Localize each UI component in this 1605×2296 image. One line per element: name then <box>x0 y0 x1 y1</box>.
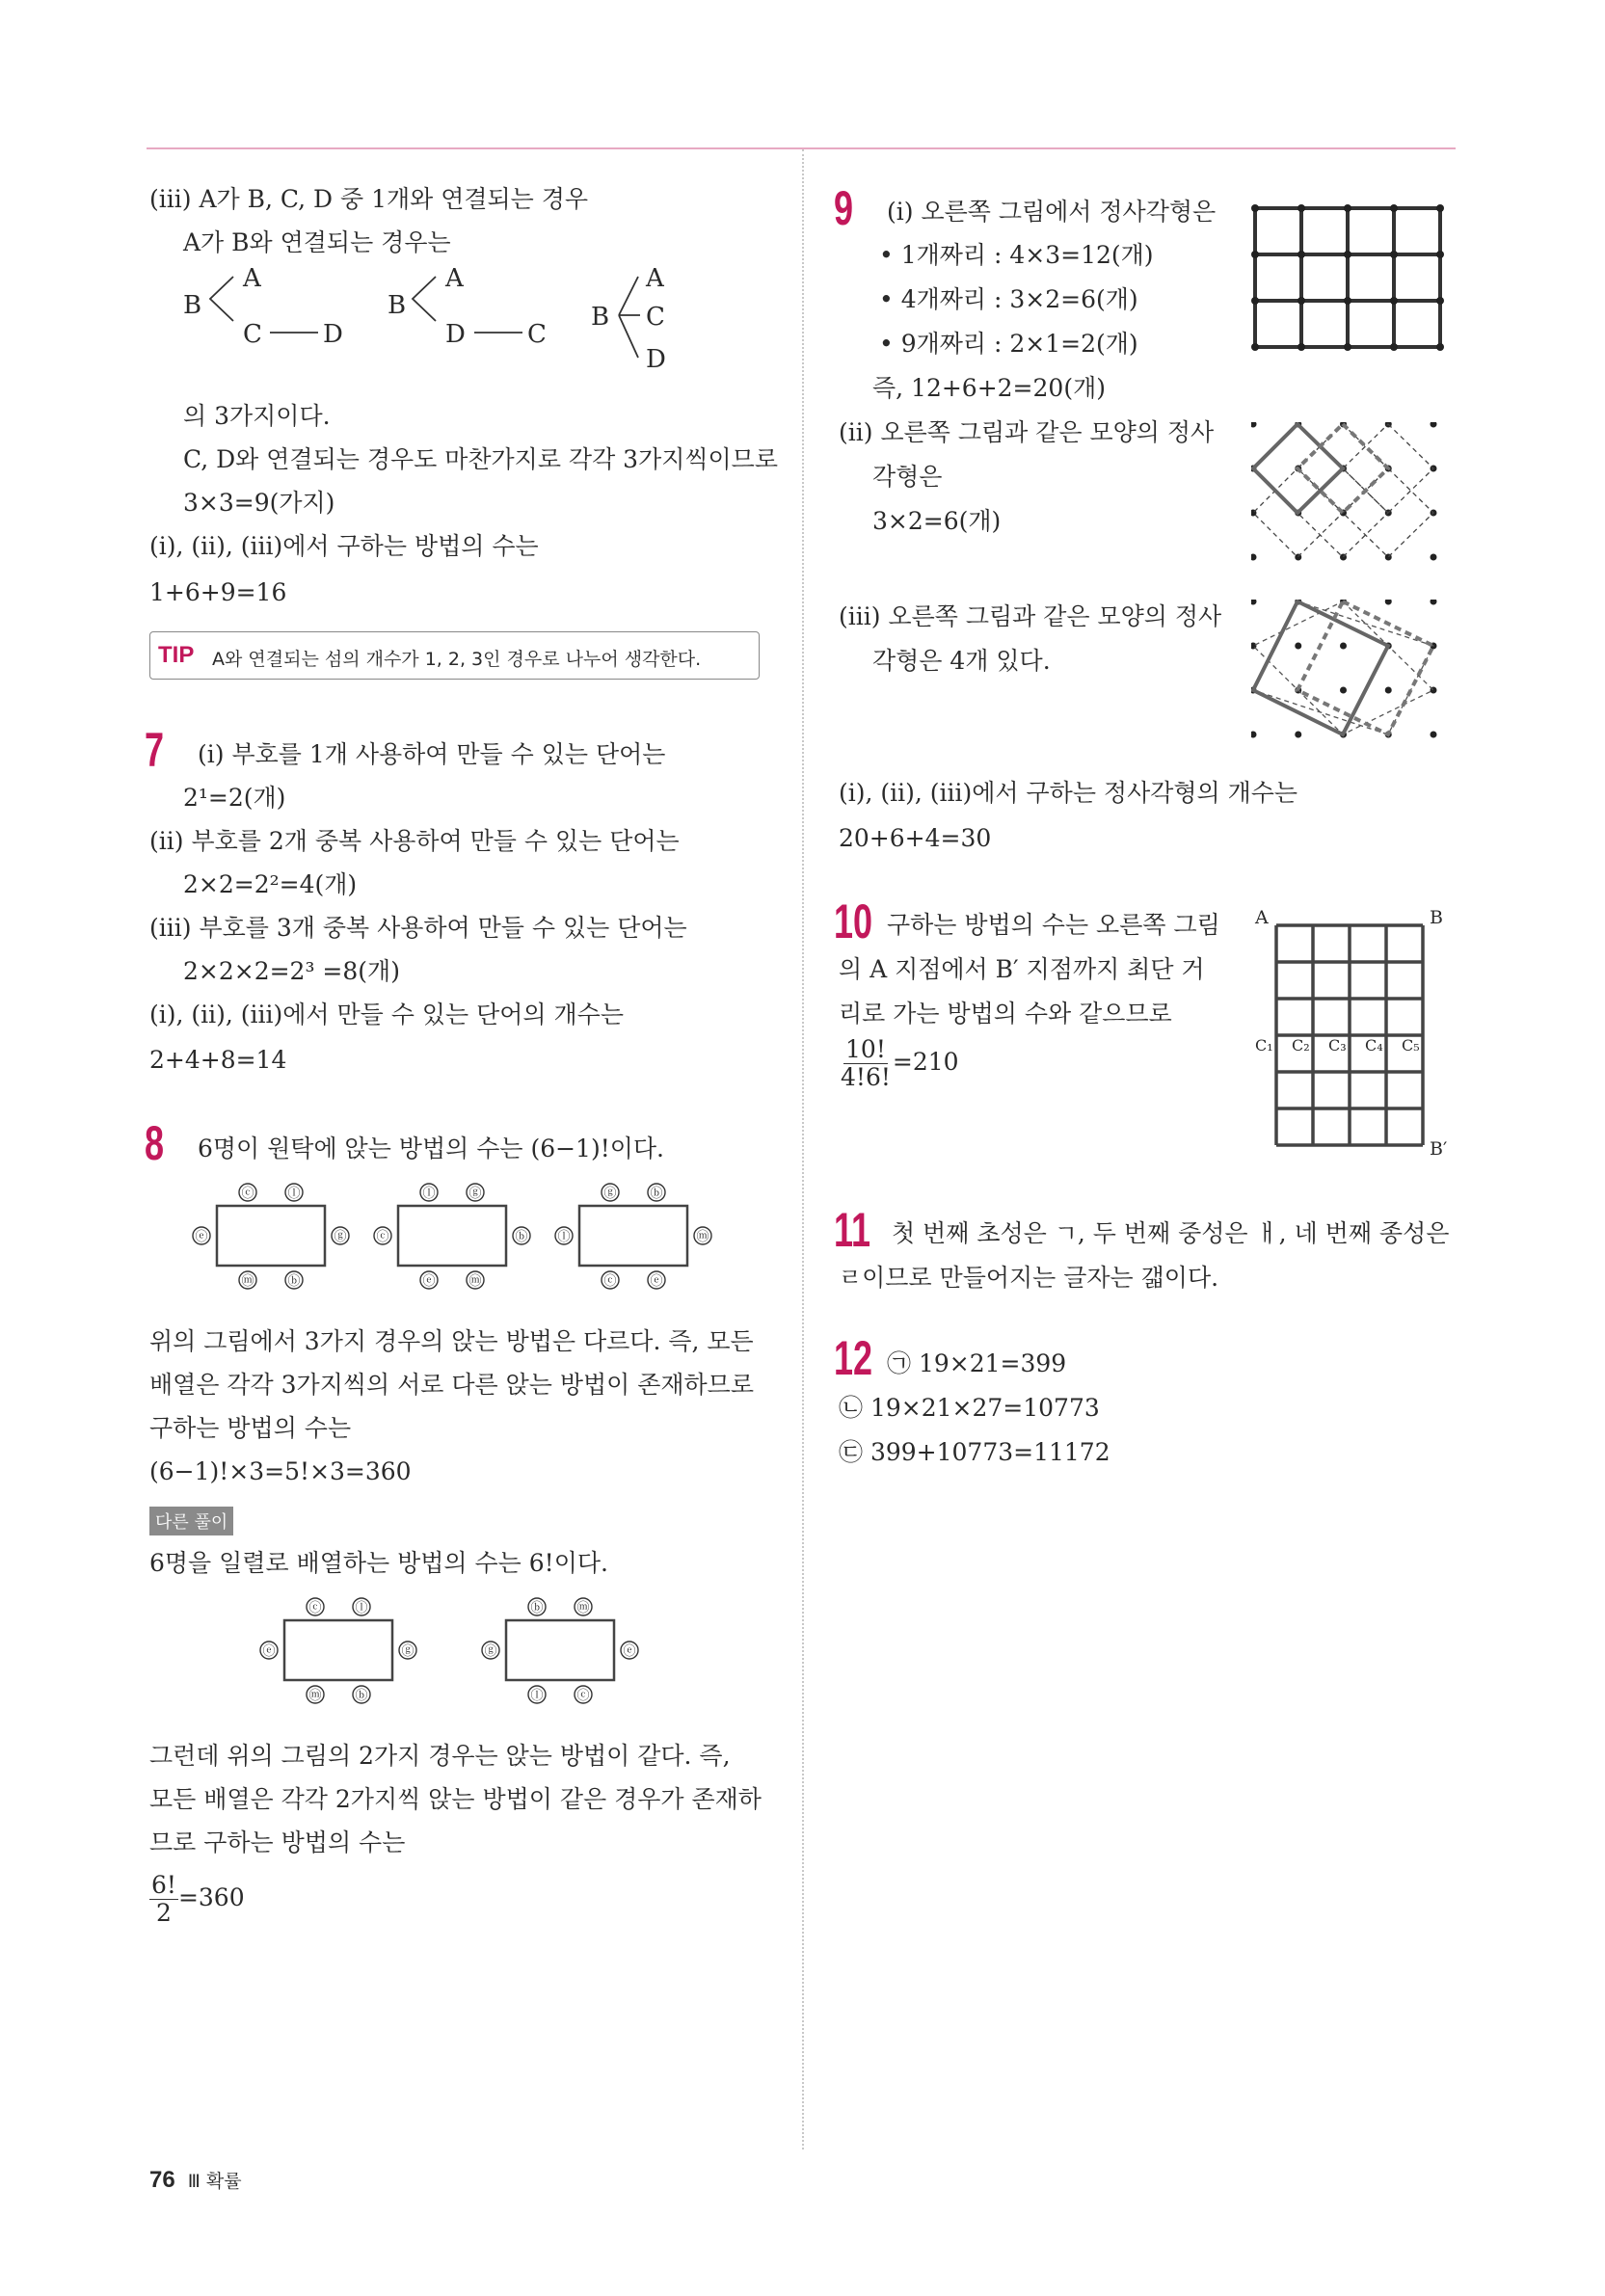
fig1-table-2 <box>398 1206 506 1266</box>
lattice-dot <box>1251 600 1257 605</box>
fig2-seat-left-1: ⓔ <box>262 1644 276 1659</box>
p9-l7: 각형은 <box>872 463 943 491</box>
p9-l2: • 1개짜리 : 4×3=12(개) <box>879 241 1154 269</box>
p12-l2: ㉡ 19×21×27=10773 <box>839 1394 1100 1422</box>
grid-dot <box>1390 297 1398 305</box>
fig1-table-3 <box>579 1206 687 1266</box>
p11-l2: ㄹ이므로 만들어지는 글자는 갧이다. <box>839 1264 1219 1292</box>
grid-dot <box>1344 204 1351 212</box>
grid-label-b-prime: B′ <box>1430 1138 1448 1159</box>
tree3-branch-d <box>619 315 638 358</box>
p8-frac-result: =360 <box>177 1883 245 1911</box>
tree3-d: D <box>646 345 666 374</box>
grid-label-c3: C₃ <box>1328 1036 1347 1055</box>
tree-diagrams <box>174 265 694 390</box>
fig1-table-1 <box>217 1206 325 1266</box>
lattice-dot <box>1431 422 1437 428</box>
p7-l8: 2+4+8=14 <box>149 1046 287 1074</box>
tree3-branch-a <box>619 277 638 315</box>
fig2-seat-top2-2: ⓜ <box>576 1601 590 1615</box>
lattice-dot <box>1431 600 1437 605</box>
bold-rot-square <box>1253 601 1388 734</box>
tree1-root: B <box>183 291 202 320</box>
p7-l1: (ⅰ) 부호를 1개 사용하여 만들 수 있는 단어는 <box>198 740 666 768</box>
p9-l3: • 4개짜리 : 3×2=6(개) <box>879 285 1138 313</box>
p8-p2: 배열은 각각 3가지씩의 서로 다른 앉는 방법이 존재하므로 <box>149 1371 754 1399</box>
tree2-a: A <box>445 265 464 293</box>
p6-concl: (ⅰ), (ⅱ), (ⅲ)에서 구하는 방법의 수는 <box>149 532 539 560</box>
tree2-c: C <box>527 320 547 349</box>
p8-calc: (6−1)!×3=5!×3=360 <box>149 1457 412 1485</box>
fig1-seat-bot2-3: ⓔ <box>650 1274 663 1289</box>
fig1-seat-top1-2: ⓛ <box>422 1187 436 1201</box>
problem-11-number: 11 <box>834 1203 871 1257</box>
fig1-seat-left-2: ⓒ <box>376 1230 389 1244</box>
tilted-square-figure <box>1251 422 1454 576</box>
grid-label-b: B <box>1430 908 1443 928</box>
grid-label-c2: C₂ <box>1292 1036 1310 1055</box>
grid-dot <box>1297 251 1305 258</box>
lattice-dot <box>1251 554 1257 561</box>
grid-dot <box>1251 204 1259 212</box>
fig2-seat-top1-1: ⓒ <box>308 1601 322 1615</box>
fig1-seat-left-3: ⓛ <box>557 1230 571 1244</box>
fig2-table-2 <box>506 1620 614 1680</box>
fig1-seat-bot2-2: ⓜ <box>468 1274 482 1289</box>
p11-l1: 첫 번째 초성은 ㄱ, 두 번째 중성은 ㅐ, 네 번째 종성은 <box>892 1219 1450 1247</box>
problem-10-number: 10 <box>834 894 873 948</box>
p6-calc1: 3×3=9(가지) <box>183 489 335 517</box>
lattice-dot <box>1385 687 1392 694</box>
p7-l7: (ⅰ), (ⅱ), (ⅲ)에서 만들 수 있는 단어의 개수는 <box>149 1001 624 1028</box>
p9-l1: (ⅰ) 오른쪽 그림에서 정사각형은 <box>887 198 1217 226</box>
grid-dot <box>1297 297 1305 305</box>
page-footer <box>149 2167 242 2194</box>
header-rule <box>147 147 1456 149</box>
p7-l3: (ⅱ) 부호를 2개 중복 사용하여 만들 수 있는 단어는 <box>149 827 680 855</box>
lattice-dot <box>1295 732 1301 738</box>
fig1-seat-top1-1: ⓒ <box>241 1187 254 1201</box>
p10-fraction-answer <box>839 1036 959 1091</box>
grid-dot <box>1390 251 1398 258</box>
grid-figure-4x3 <box>1251 204 1454 359</box>
tree2-root: B <box>388 291 407 320</box>
p10-l1: 구하는 방법의 수는 오른쪽 그림 <box>887 911 1220 939</box>
grid-dot <box>1436 343 1444 351</box>
grid-label-a: A <box>1255 908 1269 928</box>
grid-dot <box>1390 204 1398 212</box>
grid-dot <box>1251 297 1259 305</box>
grid-label-c5: C₅ <box>1402 1036 1420 1055</box>
p10-frac-num: 10! <box>845 1035 886 1063</box>
lattice-dot <box>1431 732 1437 738</box>
p9-l9: (ⅲ) 오른쪽 그림과 같은 모양의 정사 <box>839 602 1222 630</box>
fig2-seat-bot1-2: ⓛ <box>530 1689 544 1703</box>
fig1-seat-right-3: ⓜ <box>696 1230 709 1244</box>
alt-solution-label: 다른 풀이 <box>149 1507 233 1535</box>
grid-dot <box>1344 343 1351 351</box>
p9-l12: 20+6+4=30 <box>839 824 992 852</box>
p7-l2: 2¹=2(개) <box>183 784 286 812</box>
round-table-figure-2 <box>251 1595 655 1721</box>
p8-q1: 그런데 위의 그림의 2가지 경우는 앉는 방법이 같다. 즉, <box>149 1742 731 1770</box>
fig1-seat-top2-2: ⓖ <box>468 1187 482 1201</box>
p8-alt1: 6명을 일렬로 배열하는 방법의 수는 6!이다. <box>149 1549 608 1577</box>
p6-cd: C, D와 연결되는 경우도 마찬가지로 각각 3가지씩이므로 <box>183 445 778 473</box>
tip-label: TIP <box>158 642 195 668</box>
round-table-figure-1 <box>183 1181 733 1306</box>
lattice-dot <box>1340 643 1347 650</box>
p8-fraction <box>149 1872 178 1927</box>
rotated-square-figure <box>1251 600 1454 754</box>
lattice-dot <box>1385 600 1392 605</box>
p9-l8: 3×2=6(개) <box>872 507 1002 535</box>
p6-iii-head: (ⅲ) A가 B, C, D 중 1개와 연결되는 경우 <box>149 185 589 213</box>
p8-fraction-answer <box>149 1872 245 1927</box>
p9-l5: 즉, 12+6+2=20(개) <box>872 374 1106 402</box>
lattice-dot <box>1340 687 1347 694</box>
fig1-seat-left-1: ⓔ <box>195 1230 208 1244</box>
tree1-a: A <box>243 265 261 293</box>
grid-dot <box>1251 343 1259 351</box>
fig1-seat-right-1: ⓖ <box>334 1230 347 1244</box>
p8-frac-den: 2 <box>156 1899 172 1927</box>
page-number: 76 <box>149 2167 175 2193</box>
fig2-table-1 <box>284 1620 392 1680</box>
fig2-seat-top1-2: ⓑ <box>530 1601 544 1615</box>
problem-12-number: 12 <box>834 1331 873 1385</box>
tip-text: A와 연결되는 섬의 개수가 1, 2, 3인 경우로 나누어 생각한다. <box>212 649 702 670</box>
fig1-seat-bot1-1: ⓜ <box>241 1274 254 1289</box>
fig2-seat-bot1-1: ⓜ <box>308 1689 322 1703</box>
chapter-title: Ⅲ 확률 <box>187 2171 242 2192</box>
column-divider <box>802 149 804 2149</box>
p10-l2: 의 A 지점에서 B′ 지점까지 최단 거 <box>839 955 1205 983</box>
grid-label-c1: C₁ <box>1255 1036 1273 1055</box>
problem-7-number: 7 <box>145 723 165 777</box>
lattice-dot <box>1251 422 1257 428</box>
p8-frac-num: 6! <box>151 1871 176 1899</box>
p10-frac-den: 4!6! <box>841 1063 891 1091</box>
lattice-dot <box>1431 554 1437 561</box>
p12-l3: ㉢ 399+10773=11172 <box>839 1438 1110 1466</box>
fig1-seat-right-2: ⓑ <box>515 1230 528 1244</box>
grid-dot <box>1390 343 1398 351</box>
tree3-c: C <box>646 303 665 332</box>
p6-iii-sub: A가 B와 연결되는 경우는 <box>183 228 451 256</box>
p6-three: 의 3가지이다. <box>183 402 331 430</box>
grid-dot <box>1436 204 1444 212</box>
tree1-c: C <box>243 320 262 349</box>
grid-dot <box>1344 297 1351 305</box>
grid-dot <box>1251 251 1259 258</box>
p8-q3: 므로 구하는 방법의 수는 <box>149 1829 406 1856</box>
tip-box <box>149 631 760 680</box>
p8-q2: 모든 배열은 각각 2가지씩 앉는 방법이 같은 경우가 존재하 <box>149 1785 762 1813</box>
fig2-seat-bot2-1: ⓑ <box>355 1689 368 1703</box>
p7-l5: (ⅲ) 부호를 3개 중복 사용하여 만들 수 있는 단어는 <box>149 914 687 942</box>
tree1-d: D <box>323 320 343 349</box>
fig1-seat-bot1-3: ⓒ <box>603 1274 617 1289</box>
fig1-seat-bot2-1: ⓑ <box>287 1274 301 1289</box>
lattice-dot <box>1295 643 1301 650</box>
bold-dashed-rot-square <box>1297 601 1433 734</box>
p7-l6: 2×2×2=2³ =8(개) <box>183 957 400 985</box>
lattice-dot <box>1251 732 1257 738</box>
tree3-a: A <box>646 265 664 293</box>
p9-l6: (ⅱ) 오른쪽 그림과 같은 모양의 정사 <box>839 418 1215 446</box>
shortest-path-grid <box>1253 908 1451 1159</box>
tree2-d: D <box>445 320 466 349</box>
grid-label-c4: C₄ <box>1365 1036 1383 1055</box>
tree2-branches <box>413 277 436 321</box>
grid-dot <box>1436 297 1444 305</box>
fig2-seat-right-1: ⓖ <box>401 1644 415 1659</box>
p8-p1: 위의 그림에서 3가지 경우의 앉는 방법은 다르다. 즉, 모든 <box>149 1327 754 1355</box>
p10-fraction <box>839 1036 893 1091</box>
p10-frac-result: =210 <box>892 1048 959 1076</box>
grid-dot <box>1344 251 1351 258</box>
fig1-seat-bot1-2: ⓔ <box>422 1274 436 1289</box>
fig1-seat-top1-3: ⓖ <box>603 1187 617 1201</box>
fig1-seat-top2-3: ⓑ <box>650 1187 663 1201</box>
p7-l4: 2×2=2²=4(개) <box>183 870 358 898</box>
p8-l1: 6명이 원탁에 앉는 방법의 수는 (6−1)!이다. <box>198 1135 664 1162</box>
p8-p3: 구하는 방법의 수는 <box>149 1414 352 1442</box>
p9-l10: 각형은 4개 있다. <box>872 647 1051 675</box>
p10-l3: 리로 가는 방법의 수와 같으므로 <box>839 1000 1172 1028</box>
p9-l11: (ⅰ), (ⅱ), (ⅲ)에서 구하는 정사각형의 개수는 <box>839 779 1298 807</box>
tree1-branches <box>210 277 233 321</box>
fig2-seat-left-2: ⓖ <box>484 1644 497 1659</box>
grid-dot <box>1436 251 1444 258</box>
p12-l1: ㉠ 19×21=399 <box>887 1349 1067 1377</box>
grid-dot <box>1297 204 1305 212</box>
fig1-seat-top2-1: ⓛ <box>287 1187 301 1201</box>
problem-9-number: 9 <box>834 181 854 235</box>
p9-l4: • 9개짜리 : 2×1=2(개) <box>879 330 1138 358</box>
grid-dot <box>1297 343 1305 351</box>
fig2-seat-top2-1: ⓛ <box>355 1601 368 1615</box>
problem-8-number: 8 <box>145 1116 165 1170</box>
fig2-seat-bot2-2: ⓒ <box>576 1689 590 1703</box>
fig2-seat-right-2: ⓔ <box>623 1644 636 1659</box>
p6-answer: 1+6+9=16 <box>149 578 287 606</box>
tree3-root: B <box>591 303 610 332</box>
